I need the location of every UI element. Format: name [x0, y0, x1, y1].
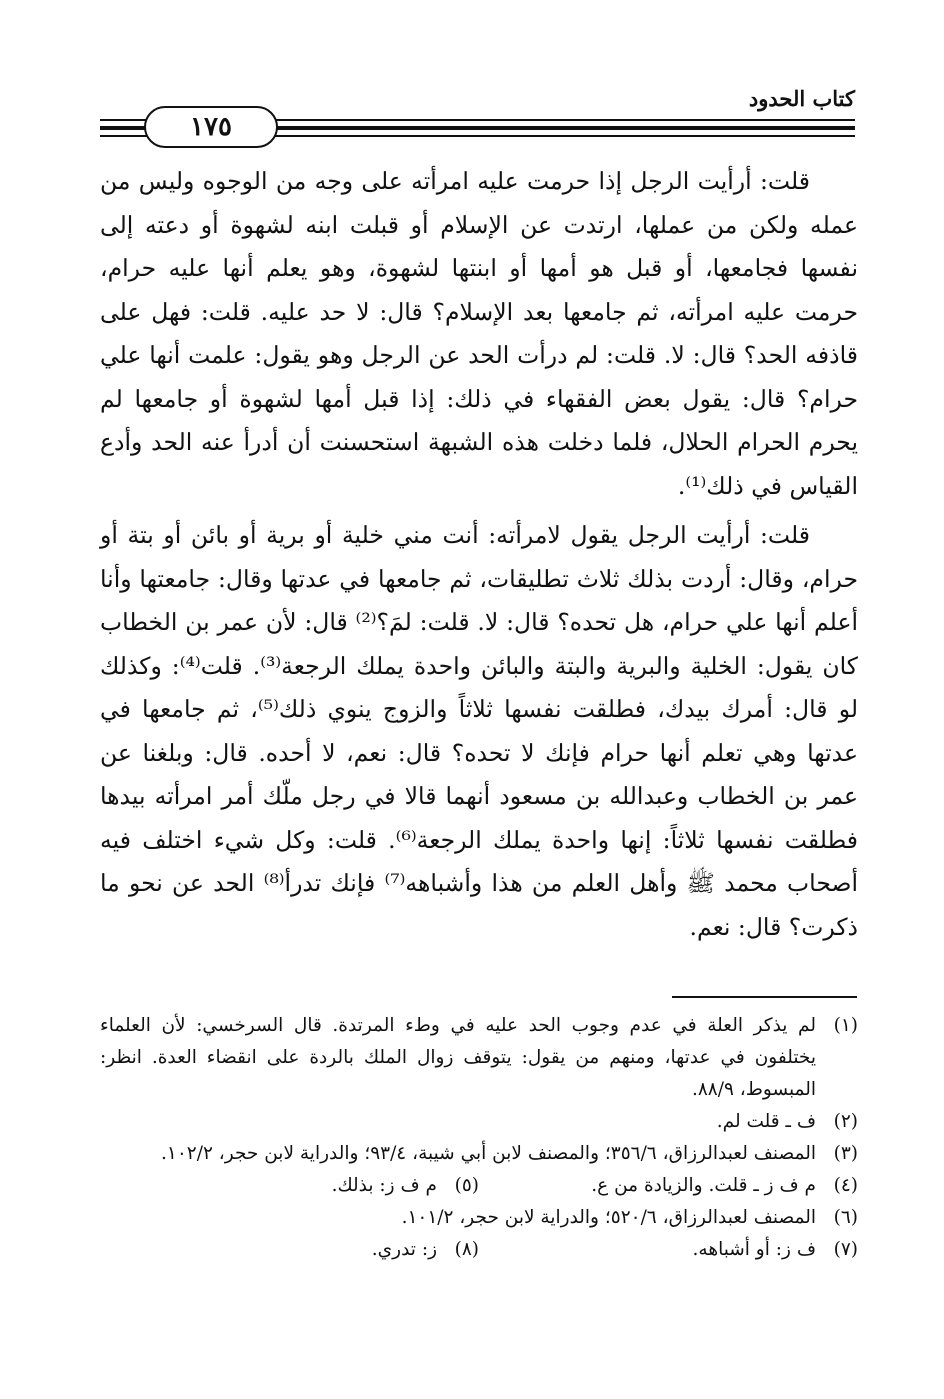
footnote-number: (٦) [833, 1207, 858, 1228]
footnote-text: ز: تدري. [371, 1239, 437, 1260]
footnote-row [100, 1234, 858, 1266]
footnote-number: (٥) [454, 1175, 479, 1196]
footnote-number: (١) [833, 1015, 858, 1036]
page-number: ١٧٥ [144, 106, 278, 148]
main-text [100, 160, 858, 955]
footnote [100, 1170, 479, 1202]
paragraph: قلت: أرأيت الرجل يقول لامرأته: أنت مني خلية أو برية أو بائن أو بتة أو حرام، وقال: أردت بذلك ثلاث تطليقات، ثم جامعها في عدتها وقال: جامعتها وأنا أعلم أنها علي حرام، هل تحده؟ قال: لا. قلت: لمَ؟⁽²⁾ قال: لأن عمر بن الخطاب كان يقول: الخلية والبرية والبتة والبائن واحدة يملك الرجعة⁽³⁾. قلت⁽⁴⁾: وكذلك لو قال: أمرك بيدك، فطلقت نفسها ثلاثاً والزوج ينوي ذلك⁽⁵⁾، ثم جامعها في عدتها وهي تعلم أنها حرام فإنك لا تحده؟ قال: نعم، لا أحده. قال: وبلغنا عن عمر بن الخطاب وعبدالله بن مسعود أنهما قالا في رجل ملّك أمر امرأته بيدها فطلقت نفسها ثلاثاً: إنها واحدة يملك الرجعة⁽⁶⁾. قلت: وكل شيء اختلف فيه أصحاب محمد ﷺ وأهل العلم من هذا وأشباهه⁽⁷⁾ فإنك تدرأ⁽⁸⁾ الحد عن نحو ما ذكرت؟ قال: نعم. [100, 521, 859, 941]
footnote-text: م ف ز ـ قلت. والزيادة من ع. [591, 1175, 816, 1196]
paragraph: قلت: أرأيت الرجل إذا حرمت عليه امرأته على وجه من الوجوه وليس من عمله ولكن من عملها، ارتدت عن الإسلام أو قبلت ابنه لشهوة أو دعته إلى نفسها فجامعها، أو قبل هو أمها أو ابنتها لشهوة، وهو يعلم أنها عليه حرام، حرمت عليه امرأته، ثم جامعها بعد الإسلام؟ قال: لا حد عليه. قلت: فهل على قاذفه الحد؟ قال: لا. قلت: لم درأت الحد عن الرجل وهو يقول: علمت أنها علي حرام؟ قال: يقول بعض الفقهاء في ذلك: إذا قبل أمها لشهوة أو جامعها لم يحرم الحرام الحلال، فلما دخلت هذه الشبهة استحسنت أن أدرأ عنه الحد وأدع القياس في ذلك⁽¹⁾. [100, 167, 858, 500]
footnote-text: ف ز: أو أشباهه. [692, 1239, 816, 1260]
footnote [100, 1138, 858, 1170]
footnote-number: (٢) [833, 1111, 858, 1132]
footnote-number: (٨) [454, 1239, 479, 1260]
footnote [100, 1202, 858, 1234]
page-header [100, 78, 855, 148]
footnote-text: المصنف لعبدالرزاق، ٥٢٠/٦؛ والدراية لابن حجر، ١٠١/٢. [401, 1207, 816, 1228]
footnote-text: لم يذكر العلة في عدم وجوب الحد عليه في وطء المرتدة. قال السرخسي: لأن العلماء يختلفون في عدتها، ومنهم من يقول: يتوقف زوال الملك بالردة على انقضاء العدة. انظر: المبسوط، ٨٨/٩. [100, 1015, 816, 1100]
footnote [479, 1234, 858, 1266]
footnote-separator [672, 996, 857, 998]
footnote-number: (٧) [833, 1239, 858, 1260]
footnote [100, 1234, 479, 1266]
running-title: كتاب الحدود [748, 86, 855, 111]
footnote-number: (٤) [833, 1175, 858, 1196]
footnote-text: المصنف لعبدالرزاق، ٣٥٦/٦؛ والمصنف لابن أبي شيبة، ٩٣/٤؛ والدراية لابن حجر، ١٠٢/٢. [161, 1143, 816, 1164]
footnote-text: م ف ز: بذلك. [331, 1175, 437, 1196]
footnote [100, 1010, 858, 1106]
footnotes [100, 1010, 858, 1266]
footnote-number: (٣) [833, 1143, 858, 1164]
footnote [479, 1170, 858, 1202]
footnote-text: ف ـ قلت لم. [716, 1111, 816, 1132]
footnote [100, 1106, 858, 1138]
footnote-row [100, 1170, 858, 1202]
